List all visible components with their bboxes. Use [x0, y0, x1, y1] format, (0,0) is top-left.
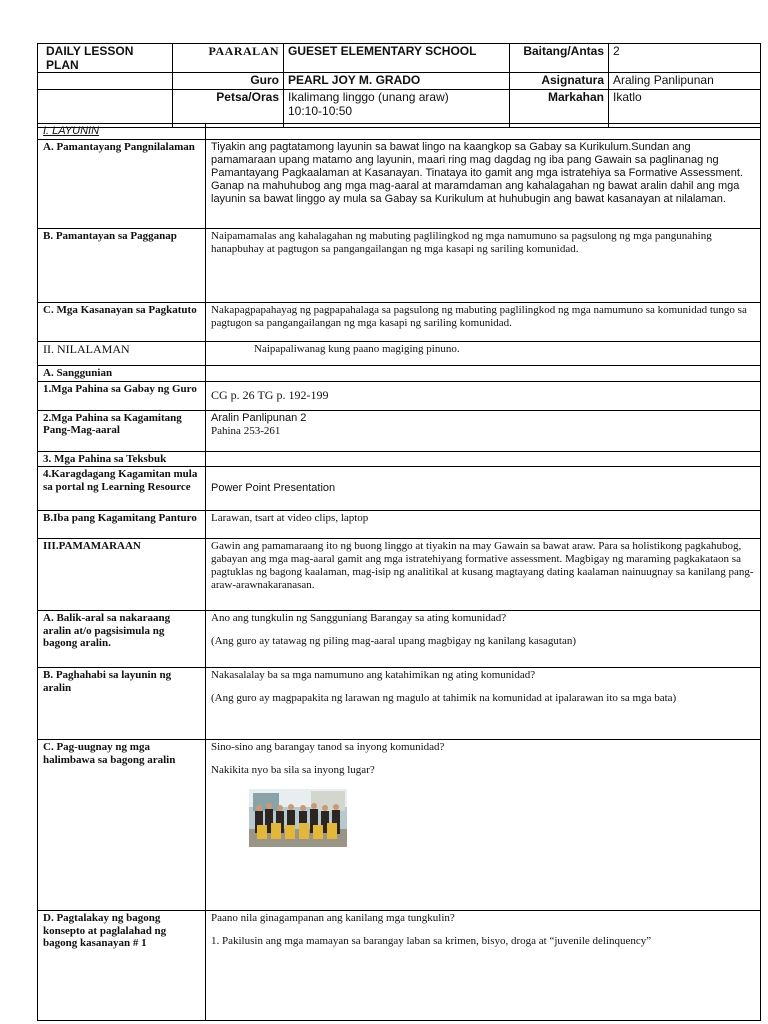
layunin-heading: I. LAYUNIN	[38, 124, 206, 140]
nilalaman-label: II. NILALAMAN	[38, 342, 206, 366]
sanggunian-label: A. Sanggunian	[38, 366, 206, 382]
table-row	[38, 124, 761, 140]
baitang-value: 2	[609, 44, 761, 73]
table-row	[38, 911, 761, 1021]
balik-aral-text: Ano ang tungkulin ng Sangguniang Barangay sa ating komunidad? (Ang guro ay tatawag ng piling mag-aaral upang magbigay ng kanilang kasagutan)	[206, 611, 761, 668]
table-row	[38, 467, 761, 511]
petsa-value	[284, 90, 510, 128]
table-row	[38, 511, 761, 539]
nilalaman-text: Naipapaliwanag kung paano magiging pinuno.	[206, 342, 761, 366]
table-row	[38, 740, 761, 911]
table-row	[38, 229, 761, 303]
pag-uugnay-text: Sino-sino ang barangay tanod sa inyong komunidad? Nakikita nyo ba sila sa inyong lugar?	[206, 740, 761, 911]
table-row	[38, 366, 761, 382]
guro-value: PEARL JOY M. GRADO	[284, 73, 510, 90]
pamantayan-pagganap-text: Naipamamalas ang kahalagahan ng mabuting paglilingkod ng mga namumuno sa pagsulong ng mga pangunahing hanapbuhay at pagtugon sa pangangailangan ng mga kasapi ng sariling komunidad.	[206, 229, 761, 303]
document-title: DAILY LESSON PLAN	[38, 44, 173, 73]
table-row	[38, 140, 761, 229]
paghahabi-label: B. Paghahabi sa layunin ng aralin	[38, 668, 206, 740]
pamamaraan-text: Gawin ang pamamaraang ito ng buong linggo at tiyakin na may Gawain sa bawat araw. Para sa holistikong pagkahubog, gabayan ang mga mag-aaral gamit ang mga istratehiyang formative assessment. Magbigay ng maraming pagkakataon sa pagtuklas ng bagong kaalaman, mag-isip ng analitikal at kusang magtayang dating kaalaman nainuugnay sa kanilang pang-araw-arawnakaranasan.	[206, 539, 761, 611]
header-table	[37, 43, 761, 128]
pamamaraan-label: III.PAMAMARAAN	[38, 539, 206, 611]
balik-aral-label: A. Balik-aral sa nakaraang aralin at/o pagsisimula ng bagong aralin.	[38, 611, 206, 668]
table-row	[38, 342, 761, 366]
pahina-kagamitan-text: Aralin Panlipunan 2 Pahina 253-261	[206, 410, 761, 451]
karagdagang-label: 4.Karagdagang Kagamitan mula sa portal ng Learning Resource	[38, 467, 206, 511]
paaralan-label: PAARALAN	[173, 44, 284, 73]
table-row	[38, 381, 761, 410]
kasanayan-label: C. Mga Kasanayan sa Pagkatuto	[38, 303, 206, 342]
table-row	[38, 451, 761, 467]
pahina-gabay-label: 1.Mga Pahina sa Gabay ng Guro	[38, 381, 206, 410]
pamantayan-pagganap-label: B. Pamantayan sa Pagganap	[38, 229, 206, 303]
baitang-label: Baitang/Antas	[510, 44, 609, 73]
table-row	[38, 303, 761, 342]
markahan-value: Ikatlo	[609, 90, 761, 128]
pagtalakay-text: Paano nila ginagampanan ang kanilang mga tungkulin? 1. Pakilusin ang mga mamayan sa barangay laban sa krimen, bisyo, droga at “juvenile delinquency”	[206, 911, 761, 1021]
petsa-line1: Ikalimang linggo (unang araw)	[288, 90, 449, 104]
lesson-table	[37, 123, 761, 1021]
kasanayan-text: Nakapagpapahayag ng pagpapahalaga sa pagsulong ng mabuting paglilingkod ng mga namumuno sa komunidad tungo sa pagtugon sa pangangailangan ng mga kasapi ng sariling komunidad.	[206, 303, 761, 342]
table-row	[38, 410, 761, 451]
pahina-teksbuk-label: 3. Mga Pahina sa Teksbuk	[38, 451, 206, 467]
pamantayang-pangnilalaman-label: A. Pamantayang Pangnilalaman	[38, 140, 206, 229]
pahina-gabay-text: CG p. 26 TG p. 192-199	[206, 381, 761, 410]
pagtalakay-label: D. Pagtalakay ng bagong konsepto at paglalahad ng bagong kasanayan # 1	[38, 911, 206, 1021]
markahan-label: Markahan	[510, 90, 609, 128]
pag-uugnay-label: C. Pag-uugnay ng mga halimbawa sa bagong aralin	[38, 740, 206, 911]
pamantayang-pangnilalaman-text: Tiyakin ang pagtatamong layunin sa bawat lingo na kaangkop sa Gabay sa Kurikulum.Sundan ang pamamaraan upang matamo ang layunin, maari ring mag dagdag ng iba pang Gawain sa paglinanag ng Pamantayang Pagkaalaman at Kasanayan. Tinataya ito gamit ang mga istratehiya sa Formative Assessment. Ganap na mahuhubog ang mga mag-aaral at maramdaman ang kahalagahan ng bawat aralin dahil ang mga layunin sa bawat linggo ay mula sa Gabay sa Kurikulum at huhubugin ang bawat kasanayan at nilalaman.	[206, 140, 761, 229]
table-row	[38, 611, 761, 668]
paghahabi-text: Nakasalalay ba sa mga namumuno ang katahimikan ng ating komunidad? (Ang guro ay magpapakita ng larawan ng magulo at tahimik na komunidad at ipalarawan ito sa mga bata)	[206, 668, 761, 740]
petsa-line2: 10:10-10:50	[288, 104, 353, 118]
barangay-tanod-group-photo	[249, 789, 347, 847]
karagdagang-text: Power Point Presentation	[206, 467, 761, 511]
table-row	[38, 539, 761, 611]
table-row	[38, 668, 761, 740]
iba-pang-text: Larawan, tsart at video clips, laptop	[206, 511, 761, 539]
asignatura-label: Asignatura	[510, 73, 609, 90]
iba-pang-label: B.Iba pang Kagamitang Panturo	[38, 511, 206, 539]
pahina-kagamitan-label: 2.Mga Pahina sa Kagamitang Pang-Mag-aaral	[38, 410, 206, 451]
guro-label: Guro	[173, 73, 284, 90]
petsa-label: Petsa/Oras	[173, 90, 284, 128]
paaralan-value: GUESET ELEMENTARY SCHOOL	[284, 44, 510, 73]
asignatura-value: Araling Panlipunan	[609, 73, 761, 90]
